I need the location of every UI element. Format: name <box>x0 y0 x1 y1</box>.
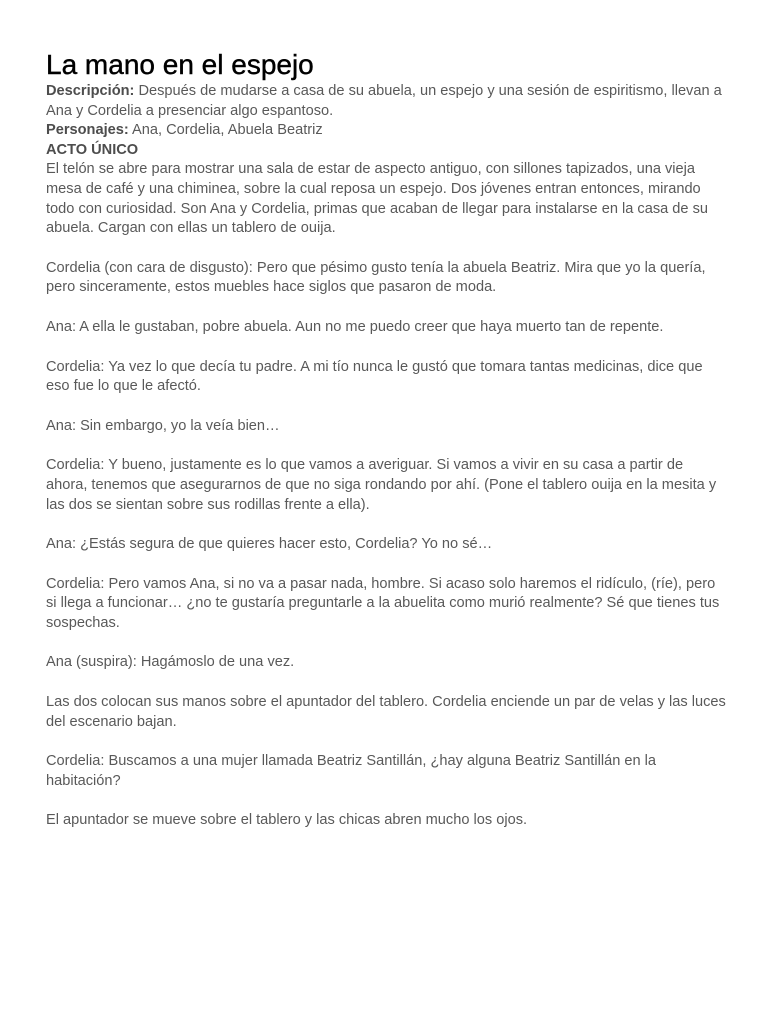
characters-text: Ana, Cordelia, Abuela Beatriz <box>128 122 323 139</box>
paragraph: El apuntador se mueve sobre el tablero y las chicas abren mucho los ojos. <box>46 812 528 829</box>
characters-label: Personajes: <box>46 122 129 139</box>
paragraph: Ana: ¿Estás segura de que quieres hacer esto, Cordelia? Yo no sé… <box>46 536 493 553</box>
paragraph: Cordelia: Y bueno, justamente es lo que vamos a averiguar. Si vamos a vivir en su casa a partir de ahora, tenemos que asegurarnos de que no siga rondando por ahí. (Pone el tablero ouija en la mesita y las dos se sientan sobre sus rodillas frente a ella). <box>46 457 717 513</box>
paragraph: Cordelia (con cara de disgusto): Pero que pésimo gusto tenía la abuela Beatriz. Mira que yo la quería, pero sinceramente, estos muebles hace siglos que pasaron de moda. <box>46 259 706 296</box>
paragraph: Cordelia: Pero vamos Ana, si no va a pasar nada, hombre. Si acaso solo haremos el ridículo, (ríe), pero si llega a funcionar… ¿no te gustaría preguntarle a la abuelita como murió realmente? Sé que tienes tus sospechas. <box>46 575 720 631</box>
paragraph: Cordelia: Buscamos a una mujer llamada Beatriz Santillán, ¿hay alguna Beatriz Santillán en la habitación? <box>46 753 657 789</box>
paragraph: Las dos colocan sus manos sobre el apuntador del tablero. Cordelia enciende un par de velas y las luces del escenario bajan. <box>46 694 726 730</box>
act-heading: ACTO ÚNICO <box>46 141 139 158</box>
document-title: La mano en el espejo <box>46 49 314 80</box>
document-page <box>46 48 726 851</box>
paragraph: Ana: Sin embargo, yo la veía bien… <box>46 417 280 434</box>
characters-line <box>46 121 726 141</box>
description-text: Después de mudarse a casa de su abuela, un espejo y una sesión de espiritismo, llevan a Ana y Cordelia a presenciar algo espantoso. <box>46 83 722 119</box>
paragraph: Cordelia: Ya vez lo que decía tu padre. A mi tío nunca le gustó que tomara tantas medicinas, dice que eso fue lo que le afectó. <box>46 358 703 395</box>
paragraph: Ana: A ella le gustaban, pobre abuela. Aun no me puedo creer que haya muerto tan de repente. <box>46 318 664 335</box>
description-label: Descripción: <box>46 83 135 99</box>
paragraph: Ana (suspira): Hagámoslo de una vez. <box>46 654 295 671</box>
paragraph: El telón se abre para mostrar una sala de estar de aspecto antiguo, con sillones tapizados, una vieja mesa de café y una chiminea, sobre la cual reposa un espejo. Dos jóvenes entran entonces, mirando todo con curiosidad. Son Ana y Cordelia, primas que acaban de llegar para instalarse en la casa de su abuela. Cargan con ellas un tablero de ouija. <box>46 161 708 237</box>
description-line <box>46 82 726 121</box>
